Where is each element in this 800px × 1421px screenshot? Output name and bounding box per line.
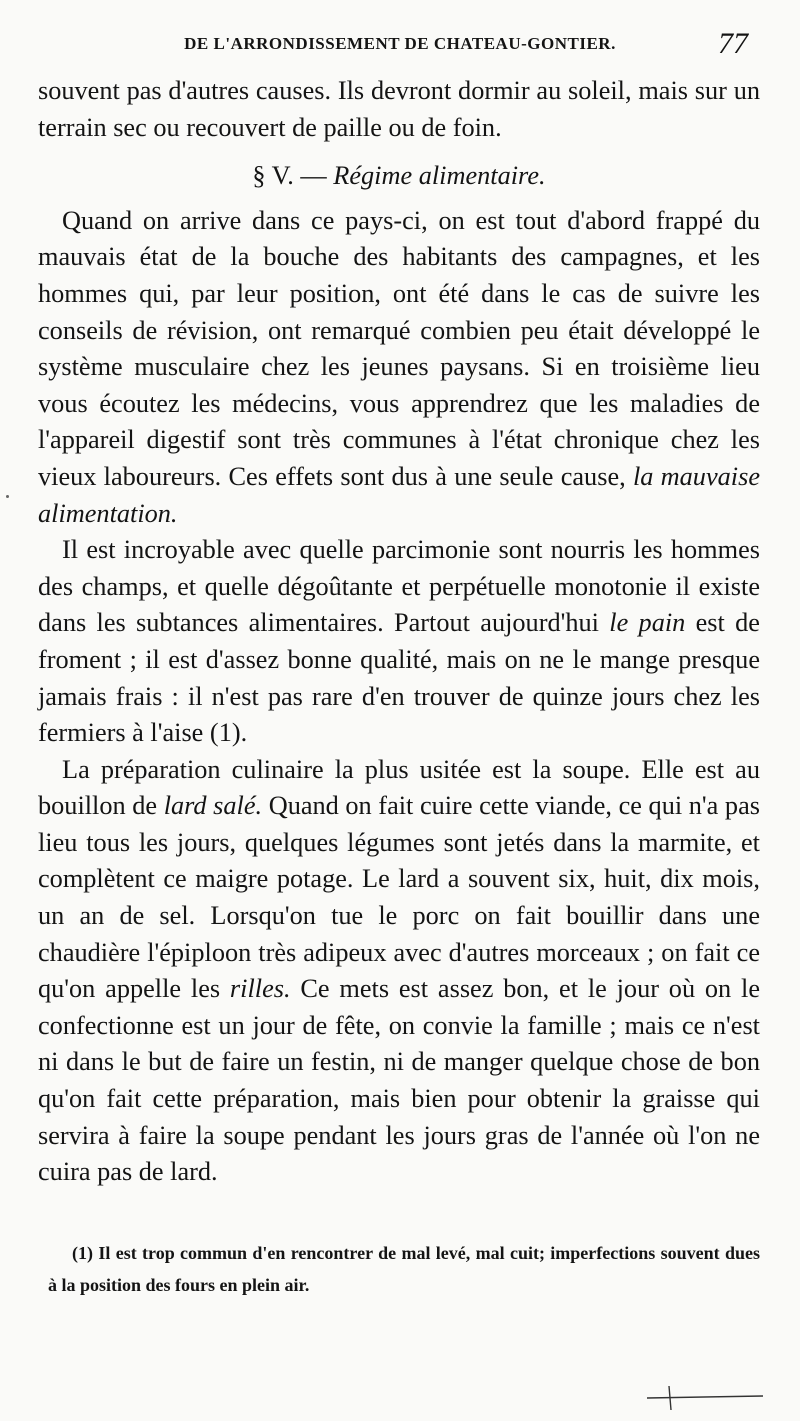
footnote-text: Il est trop commun d'en rencontrer de mal levé, mal cuit; imperfections souvent dues à la position des fours en plein air. [48, 1243, 760, 1295]
section-title: Régime alimentaire. [333, 161, 546, 191]
italic-phrase: rilles. [229, 974, 291, 1004]
footnote [48, 1237, 760, 1301]
paragraph [38, 532, 760, 752]
paragraph-continued [38, 73, 760, 146]
paragraph-text: souvent pas d'autres causes. Ils devront dormir au soleil, mais sur un terrain sec ou recouvert de paille ou de foin. [38, 76, 760, 142]
ink-speck [6, 495, 9, 498]
paragraph-text: est de froment ; il est d'assez bonne qualité, mais on ne le mange presque jamais frais : il n'est pas rare d'en trouver de quinze jours chez les fermiers à l'aise (1). [38, 608, 760, 748]
paragraph [38, 203, 760, 532]
paragraph-text: La préparation culinaire la plus usitée est la soupe. Elle est au bouillon de [38, 754, 760, 821]
running-header: DE L'ARRONDISSEMENT DE CHATEAU-GONTIER. [184, 34, 616, 53]
italic-phrase: la mauvaise alimentation. [38, 461, 760, 528]
paragraph-text: Ce mets est assez bon, et le jour où on le confectionne est un jour de fête, on convie la famille ; mais ce n'est ni dans le but de faire un festin, ni de manger quelque chose de bon qu'on fait cette préparation, mais bien pour obtenir la graisse qui servira à faire la soupe pendant les jours gras de l'année où l'on ne cuira pas de lard. [38, 974, 760, 1187]
paragraph-text: Quand on fait cuire cette viande, ce qui n'a pas lieu tous les jours, quelques légumes sont jetés dans la marmite, et complètent ce maigre potage. Le lard a souvent six, huit, dix mois, un an de sel. Lorsqu'on tue le porc on fait bouillir dans une chaudière l'épiploon très adipeux avec d'autres morceaux ; on fait ce qu'on appelle les [38, 791, 760, 1004]
section-heading [38, 158, 760, 195]
footnote-marker: (1) [72, 1243, 93, 1263]
paragraph-text: Il est incroyable avec quelle parcimonie sont nourris les hommes des champs, et quelle dégoûtante et perpétuelle monotonie il existe dans les subtances alimentaires. Partout aujourd'hui [38, 535, 760, 638]
body-text [38, 73, 760, 1191]
section-number: § V. — [252, 161, 334, 191]
italic-phrase: lard salé. [163, 791, 263, 821]
paragraph [38, 752, 760, 1191]
paragraph-text: Quand on arrive dans ce pays-ci, on est tout d'abord frappé du mauvais état de la bouche des habitants des campagnes, et les hommes qui, par leur position, ont été dans le cas de suivre les conseils de révision, ont remarqué combien peu était développé le système musculaire chez les jeunes paysans. Si en troisième lieu vous écoutez les médecins, vous apprendrez que les maladies de l'appareil digestif sont très communes à l'état chronique chez les vieux laboureurs. Ces effets sont dus à une seule cause, [38, 205, 760, 491]
page-number: 77 [718, 27, 748, 60]
pencil-mark-icon [645, 1382, 765, 1412]
italic-phrase: le pain [609, 608, 686, 638]
